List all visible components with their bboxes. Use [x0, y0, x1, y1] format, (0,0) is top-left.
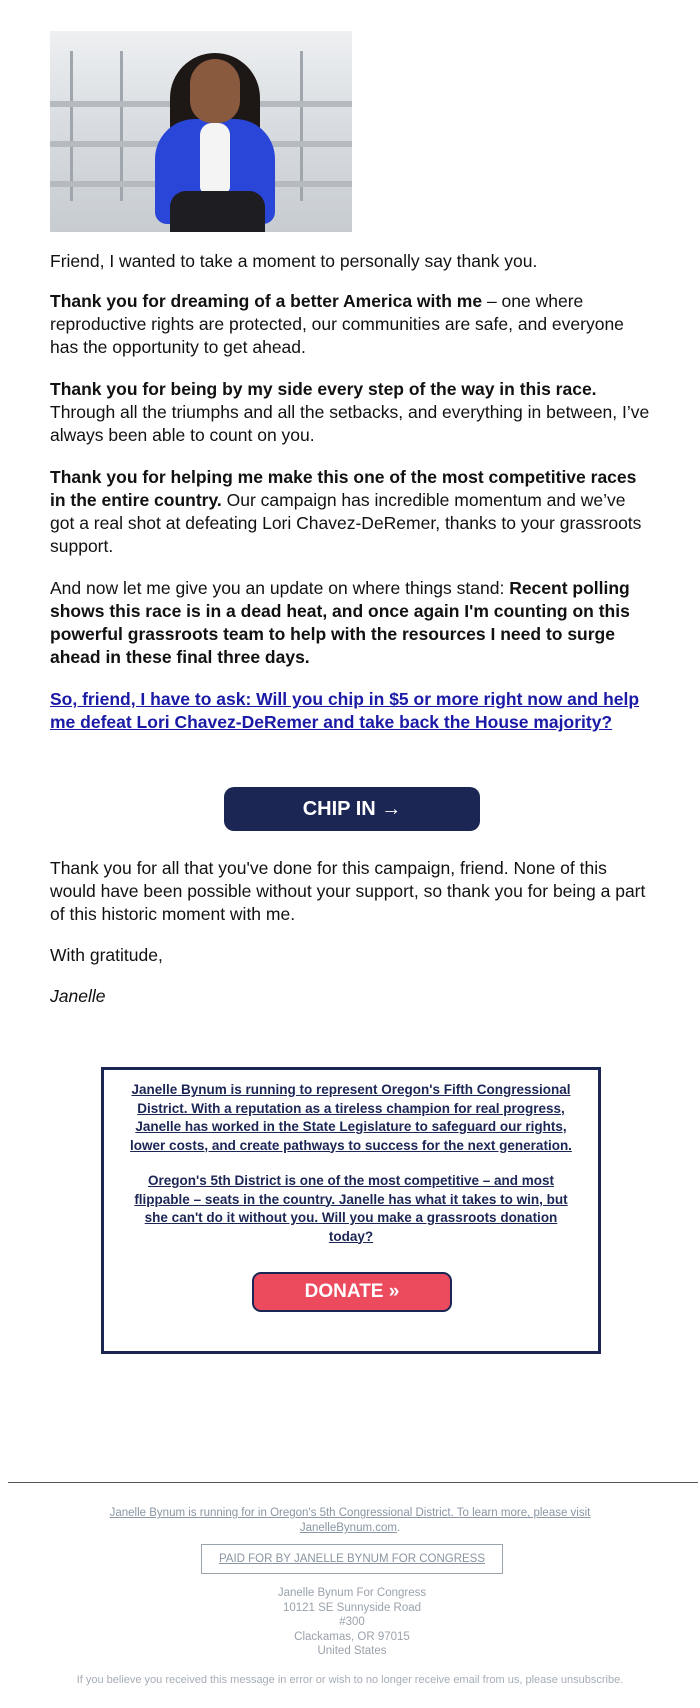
- paragraph-side-rest: Through all the triumphs and all the setbacks, and everything in between, I’ve always been able to count on you.: [50, 402, 650, 445]
- stadium-rail: [300, 51, 303, 201]
- paragraph-dreaming-rest: – one where reproductive rights are protected, our communities are safe, and everyone has the opportunity to get ahead.: [50, 291, 624, 357]
- candidate-photo: [50, 31, 352, 232]
- address-line: #300: [339, 1616, 365, 1628]
- paragraph-dreaming-bold: Thank you for dreaming of a better America with me: [50, 291, 483, 311]
- candidate-shirt: [200, 123, 230, 193]
- address-line: United States: [317, 1645, 387, 1657]
- paragraph-update-plain: And now let me give you an update on where things stand:: [50, 578, 510, 598]
- paragraph-competitive-rest: Our campaign has incredible momentum and we’ve got a real shot at defeating Lori Chavez-DeRemer, thanks to your grassroots support.: [50, 490, 642, 556]
- footer-about-suffix: .: [396, 1522, 401, 1534]
- donation-box: [101, 1067, 601, 1354]
- footer-divider: [8, 1482, 698, 1483]
- paragraph-competitive-bold: Thank you for helping me make this one of the most competitive races in the entire country.: [50, 467, 637, 510]
- footer-about: [100, 1506, 600, 1536]
- candidate-legs: [170, 191, 265, 232]
- paragraph-side: [50, 378, 650, 447]
- mailing-address: [200, 1586, 504, 1659]
- address-line: Clackamas, OR 97015: [294, 1630, 410, 1643]
- paid-for-disclaimer[interactable]: PAID FOR BY JANELLE BYNUM FOR CONGRESS: [201, 1544, 503, 1574]
- chip-in-button[interactable]: CHIP IN →: [224, 787, 480, 831]
- signoff: With gratitude,: [50, 945, 163, 965]
- signature: Janelle: [50, 986, 106, 1006]
- paragraph-dreaming: [50, 290, 650, 359]
- paragraph-competitive: [50, 466, 650, 558]
- paragraph-update-bold: Recent polling shows this race is in a dead heat, and once again I'm counting on this powerful grassroots team to help with the resources I need to surge ahead in these final three days.: [50, 578, 630, 667]
- chip-in-link[interactable]: So, friend, I have to ask: Will you chip in $5 or more right now and help me defeat Lori Chavez-DeRemer and take back the House majority?: [50, 689, 640, 732]
- donate-button[interactable]: DONATE »: [252, 1272, 452, 1312]
- ask-paragraph: [50, 688, 650, 734]
- stadium-rail: [70, 51, 73, 201]
- paragraph-update: [50, 577, 650, 669]
- closing-paragraph: Thank you for all that you've done for this campaign, friend. None of this would have been possible without your support, so thank you for being a part of this historic moment with me.: [50, 858, 646, 924]
- district-appeal-link[interactable]: Oregon's 5th District is one of the most competitive – and most flippable – seats in the country. Janelle has what it takes to win, but she can't do it without you. Will you make a grassroots donation today?: [134, 1173, 568, 1244]
- greeting: Friend, I wanted to take a moment to personally say thank you.: [50, 251, 538, 271]
- address-line: 10121 SE Sunnyside Road: [282, 1601, 422, 1614]
- candidate-face: [190, 59, 240, 123]
- footer-about-text[interactable]: Janelle Bynum is running for in Oregon's 5th Congressional District. To learn more, please visit: [109, 1507, 591, 1519]
- stadium-rail: [120, 51, 123, 201]
- unsubscribe-note: If you believe you received this message in error or wish to no longer receive email from us, please unsubscribe.: [76, 1674, 624, 1686]
- address-line: Janelle Bynum For Congress: [277, 1587, 427, 1599]
- paragraph-side-bold: Thank you for being by my side every step of the way in this race.: [50, 379, 597, 399]
- candidate-bio-link[interactable]: Janelle Bynum is running to represent Oregon's Fifth Congressional District. With a reputation as a tireless champion for real progress, Janelle has worked in the State Legislature to safeguard our rights, lower costs, and create pathways to success for the next generation.: [130, 1082, 572, 1153]
- website-link[interactable]: JanelleBynum.com: [299, 1522, 397, 1534]
